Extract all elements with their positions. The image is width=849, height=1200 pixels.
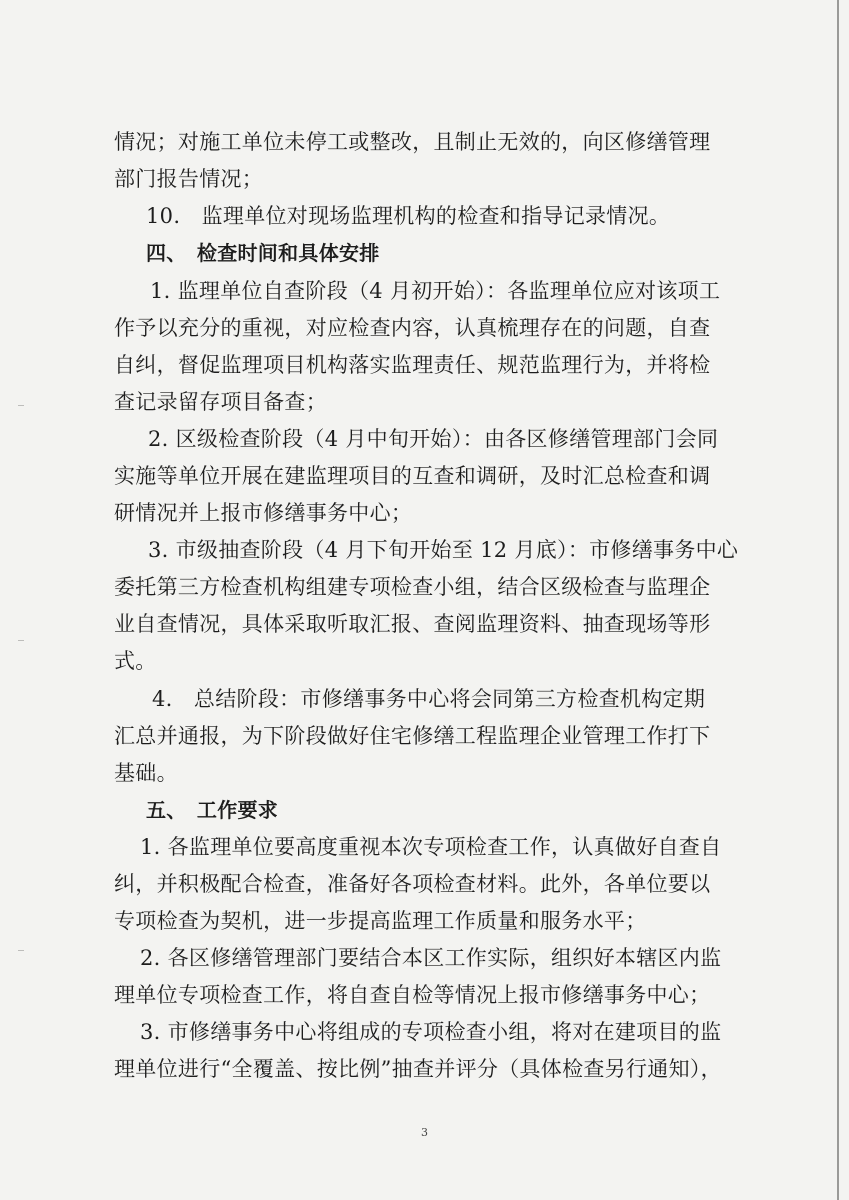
text-line: 研情况并上报市修缮事务中心； — [114, 501, 413, 525]
text-line: 汇总并通报，为下阶段做好住宅修缮工程监理企业管理工作打下 — [114, 724, 711, 748]
text-line: 委托第三方检查机构组建专项检查小组，结合区级检查与监理企 — [114, 575, 711, 599]
text-line: 业自查情况，具体采取听取汇报、查阅监理资料、抽查现场等形 — [114, 612, 711, 636]
text-line: 1. 监理单位自查阶段（4 月初开始）：各监理单位应对该项工 — [150, 279, 721, 303]
text-line: 理单位专项检查工作，将自查自检等情况上报市修缮事务中心； — [114, 983, 711, 1007]
text-line: 3. 市级抽查阶段（4 月下旬开始至 12 月底）：市修缮事务中心 — [148, 538, 739, 562]
text-line: 3. 市修缮事务中心将组成的专项检查小组，将对在建项目的监 — [140, 1020, 722, 1044]
text-line: 式。 — [114, 649, 157, 673]
text-line: 专项检查为契机，进一步提高监理工作质量和服务水平； — [114, 909, 647, 933]
text-line: 实施等单位开展在建监理项目的互查和调研，及时汇总检查和调 — [114, 464, 711, 488]
text-line: 4. 总结阶段：市修缮事务中心将会同第三方检查机构定期 — [152, 687, 706, 711]
text-line: 纠，并积极配合检查，准备好各项检查材料。此外，各单位要以 — [114, 872, 711, 896]
text-line: 自纠，督促监理项目机构落实监理责任、规范监理行为，并将检 — [114, 353, 711, 377]
text-line: 部门报告情况； — [114, 167, 264, 191]
text-line: 情况；对施工单位未停工或整改，且制止无效的，向区修缮管理 — [114, 130, 711, 154]
text-line: 基础。 — [114, 761, 178, 785]
text-line: 作予以充分的重视，对应检查内容，认真梳理存在的问题，自查 — [114, 316, 711, 340]
text-line: 1. 各监理单位要高度重视本次专项检查工作，认真做好自查自 — [140, 835, 722, 859]
text-line: 查记录留存项目备查； — [114, 390, 327, 414]
text-line: 2. 各区修缮管理部门要结合本区工作实际，组织好本辖区内监 — [140, 946, 722, 970]
section-heading: 四、 检查时间和具体安排 — [146, 241, 380, 265]
text-line: 理单位进行“全覆盖、按比例”抽查并评分（具体检查另行通知）， — [114, 1057, 722, 1081]
text-line: 2. 区级检查阶段（4 月中旬开始）：由各区修缮管理部门会同 — [148, 427, 719, 451]
section-heading: 五、 工作要求 — [146, 798, 279, 822]
page-number: 3 — [421, 1126, 428, 1139]
text-line: 10. 监理单位对现场监理机构的检查和指导记录情况。 — [146, 204, 671, 228]
